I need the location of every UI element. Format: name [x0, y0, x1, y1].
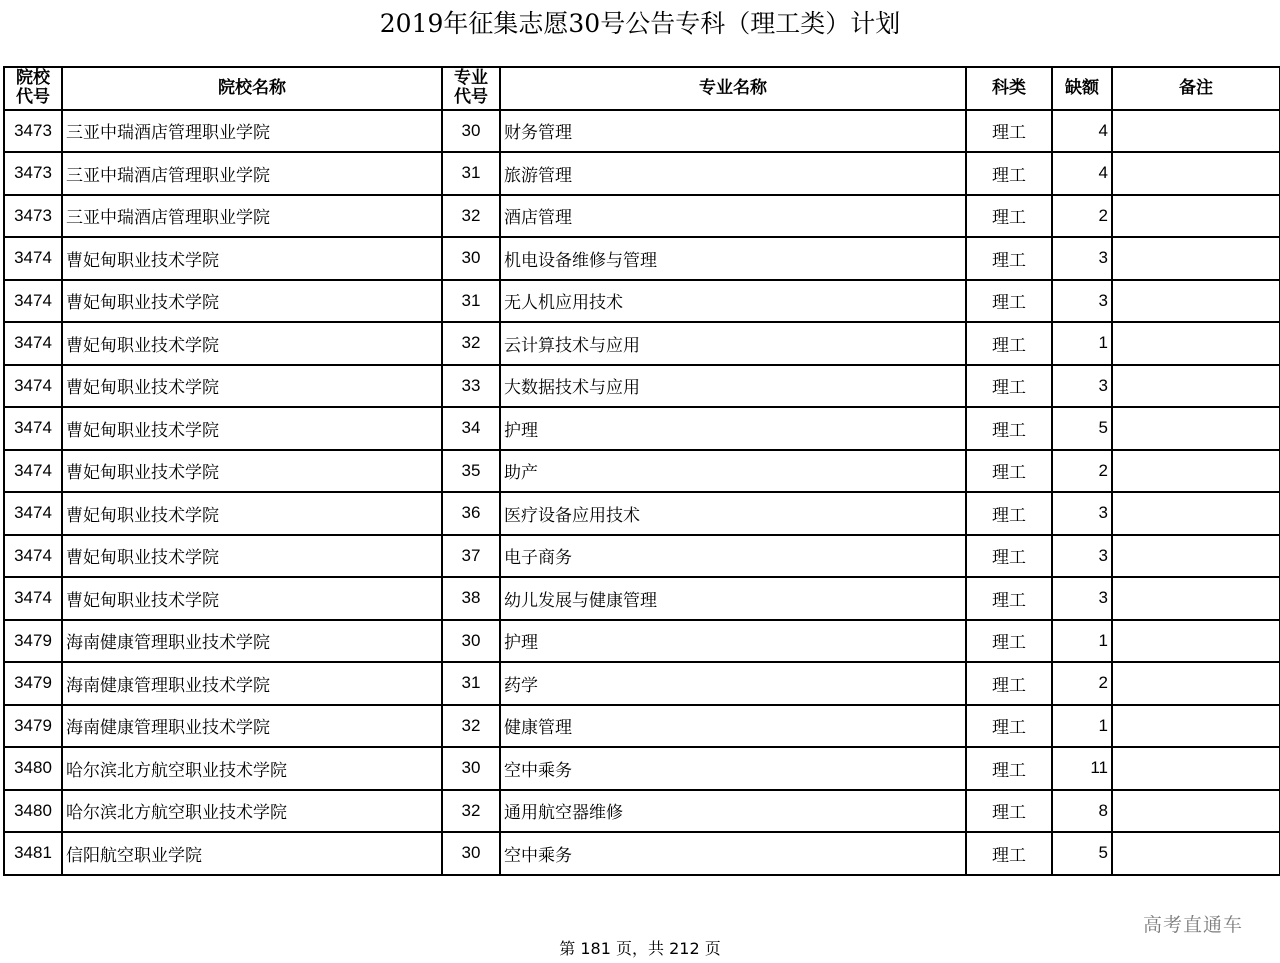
- cell-category: 理工: [966, 620, 1052, 663]
- cell-category: 理工: [966, 195, 1052, 238]
- header-school-code-line2: 代号: [16, 87, 50, 108]
- plan-table-body: [4, 110, 1280, 875]
- header-vacancy: 缺额: [1052, 67, 1112, 110]
- cell-school-code: 3474: [4, 322, 62, 365]
- cell-major-name: 无人机应用技术: [500, 280, 966, 323]
- table-row: [4, 322, 1280, 365]
- table-row: [4, 492, 1280, 535]
- cell-major-code: 30: [442, 832, 500, 875]
- table-row: [4, 620, 1280, 663]
- cell-school-code: 3479: [4, 662, 62, 705]
- cell-category: 理工: [966, 790, 1052, 833]
- header-school-code-line1: 院校: [16, 68, 50, 89]
- header-major-name: 专业名称: [500, 67, 966, 110]
- table-row: [4, 705, 1280, 748]
- cell-major-code: 33: [442, 365, 500, 408]
- cell-remarks: [1112, 407, 1280, 450]
- cell-major-code: 30: [442, 620, 500, 663]
- cell-major-code: 35: [442, 450, 500, 493]
- table-row: [4, 365, 1280, 408]
- cell-major-name: 电子商务: [500, 535, 966, 578]
- cell-vacancy: 5: [1052, 407, 1112, 450]
- cell-remarks: [1112, 790, 1280, 833]
- cell-vacancy: 3: [1052, 280, 1112, 323]
- cell-major-name: 护理: [500, 620, 966, 663]
- table-row: [4, 790, 1280, 833]
- cell-school-name: 海南健康管理职业技术学院: [62, 705, 442, 748]
- cell-major-code: 31: [442, 280, 500, 323]
- cell-major-code: 31: [442, 152, 500, 195]
- table-row: [4, 832, 1280, 875]
- cell-category: 理工: [966, 662, 1052, 705]
- cell-remarks: [1112, 535, 1280, 578]
- cell-major-name: 云计算技术与应用: [500, 322, 966, 365]
- cell-school-name: 曹妃甸职业技术学院: [62, 280, 442, 323]
- cell-major-name: 大数据技术与应用: [500, 365, 966, 408]
- cell-category: 理工: [966, 152, 1052, 195]
- plan-table: [3, 66, 1280, 876]
- header-major-code-line2: 代号: [454, 87, 488, 108]
- cell-school-code: 3480: [4, 790, 62, 833]
- page-footer: 第 181 页，共 212 页: [559, 939, 721, 958]
- cell-major-code: 30: [442, 110, 500, 153]
- header-remarks: 备注: [1112, 67, 1280, 110]
- cell-major-code: 36: [442, 492, 500, 535]
- table-row: [4, 152, 1280, 195]
- cell-school-name: 三亚中瑞酒店管理职业学院: [62, 152, 442, 195]
- cell-school-code: 3473: [4, 110, 62, 153]
- cell-remarks: [1112, 747, 1280, 790]
- cell-school-name: 三亚中瑞酒店管理职业学院: [62, 110, 442, 153]
- cell-major-name: 助产: [500, 450, 966, 493]
- cell-major-code: 32: [442, 790, 500, 833]
- cell-category: 理工: [966, 407, 1052, 450]
- table-row: [4, 535, 1280, 578]
- cell-category: 理工: [966, 747, 1052, 790]
- cell-vacancy: 3: [1052, 237, 1112, 280]
- cell-remarks: [1112, 322, 1280, 365]
- cell-major-code: 32: [442, 322, 500, 365]
- cell-school-name: 海南健康管理职业技术学院: [62, 662, 442, 705]
- cell-remarks: [1112, 492, 1280, 535]
- cell-vacancy: 1: [1052, 705, 1112, 748]
- cell-major-name: 幼儿发展与健康管理: [500, 577, 966, 620]
- cell-category: 理工: [966, 280, 1052, 323]
- cell-category: 理工: [966, 110, 1052, 153]
- cell-school-code: 3480: [4, 747, 62, 790]
- cell-major-code: 30: [442, 747, 500, 790]
- cell-major-code: 30: [442, 237, 500, 280]
- cell-school-name: 曹妃甸职业技术学院: [62, 407, 442, 450]
- cell-vacancy: 3: [1052, 535, 1112, 578]
- cell-school-code: 3473: [4, 195, 62, 238]
- cell-vacancy: 2: [1052, 195, 1112, 238]
- header-major-code: [442, 67, 500, 110]
- cell-school-name: 曹妃甸职业技术学院: [62, 577, 442, 620]
- page-title: 2019年征集志愿30号公告专科（理工类）计划: [379, 9, 901, 38]
- cell-remarks: [1112, 577, 1280, 620]
- header-school-code: [4, 67, 62, 110]
- cell-category: 理工: [966, 450, 1052, 493]
- cell-major-name: 空中乘务: [500, 832, 966, 875]
- cell-major-name: 护理: [500, 407, 966, 450]
- cell-vacancy: 2: [1052, 662, 1112, 705]
- cell-major-code: 32: [442, 195, 500, 238]
- cell-major-name: 机电设备维修与管理: [500, 237, 966, 280]
- cell-remarks: [1112, 450, 1280, 493]
- cell-category: 理工: [966, 322, 1052, 365]
- cell-vacancy: 5: [1052, 832, 1112, 875]
- header-school-name: 院校名称: [62, 67, 442, 110]
- cell-school-name: 曹妃甸职业技术学院: [62, 450, 442, 493]
- cell-vacancy: 4: [1052, 152, 1112, 195]
- cell-category: 理工: [966, 832, 1052, 875]
- cell-remarks: [1112, 662, 1280, 705]
- table-row: [4, 747, 1280, 790]
- cell-remarks: [1112, 152, 1280, 195]
- cell-school-code: 3481: [4, 832, 62, 875]
- table-row: [4, 110, 1280, 153]
- cell-school-code: 3474: [4, 280, 62, 323]
- cell-vacancy: 1: [1052, 322, 1112, 365]
- cell-major-name: 财务管理: [500, 110, 966, 153]
- table-row: [4, 237, 1280, 280]
- cell-major-code: 38: [442, 577, 500, 620]
- cell-school-name: 哈尔滨北方航空职业技术学院: [62, 790, 442, 833]
- cell-remarks: [1112, 280, 1280, 323]
- header-category: 科类: [966, 67, 1052, 110]
- cell-remarks: [1112, 620, 1280, 663]
- table-row: [4, 407, 1280, 450]
- cell-major-code: 31: [442, 662, 500, 705]
- cell-school-name: 三亚中瑞酒店管理职业学院: [62, 195, 442, 238]
- cell-category: 理工: [966, 577, 1052, 620]
- table-row: [4, 450, 1280, 493]
- cell-vacancy: 2: [1052, 450, 1112, 493]
- cell-vacancy: 8: [1052, 790, 1112, 833]
- cell-school-code: 3479: [4, 620, 62, 663]
- cell-school-name: 曹妃甸职业技术学院: [62, 237, 442, 280]
- cell-category: 理工: [966, 237, 1052, 280]
- cell-vacancy: 3: [1052, 492, 1112, 535]
- table-row: [4, 577, 1280, 620]
- cell-school-code: 3479: [4, 705, 62, 748]
- cell-school-code: 3474: [4, 365, 62, 408]
- cell-remarks: [1112, 110, 1280, 153]
- cell-remarks: [1112, 195, 1280, 238]
- cell-school-code: 3474: [4, 535, 62, 578]
- cell-school-name: 曹妃甸职业技术学院: [62, 322, 442, 365]
- cell-school-code: 3474: [4, 450, 62, 493]
- cell-school-name: 曹妃甸职业技术学院: [62, 492, 442, 535]
- cell-major-name: 旅游管理: [500, 152, 966, 195]
- cell-major-name: 通用航空器维修: [500, 790, 966, 833]
- cell-vacancy: 11: [1052, 747, 1112, 790]
- cell-major-name: 酒店管理: [500, 195, 966, 238]
- cell-major-name: 空中乘务: [500, 747, 966, 790]
- cell-school-code: 3474: [4, 577, 62, 620]
- watermark-text: 高考直通车: [1143, 914, 1244, 936]
- cell-vacancy: 3: [1052, 577, 1112, 620]
- cell-major-name: 医疗设备应用技术: [500, 492, 966, 535]
- cell-category: 理工: [966, 492, 1052, 535]
- cell-school-name: 信阳航空职业学院: [62, 832, 442, 875]
- table-row: [4, 280, 1280, 323]
- cell-remarks: [1112, 365, 1280, 408]
- table-row: [4, 195, 1280, 238]
- cell-school-code: 3474: [4, 407, 62, 450]
- cell-school-name: 哈尔滨北方航空职业技术学院: [62, 747, 442, 790]
- cell-category: 理工: [966, 365, 1052, 408]
- cell-vacancy: 3: [1052, 365, 1112, 408]
- cell-remarks: [1112, 705, 1280, 748]
- cell-school-code: 3473: [4, 152, 62, 195]
- cell-major-name: 健康管理: [500, 705, 966, 748]
- cell-major-code: 37: [442, 535, 500, 578]
- header-major-code-line1: 专业: [454, 68, 488, 89]
- cell-category: 理工: [966, 535, 1052, 578]
- table-row: [4, 662, 1280, 705]
- cell-category: 理工: [966, 705, 1052, 748]
- cell-school-code: 3474: [4, 492, 62, 535]
- table-header-row: [4, 67, 1280, 110]
- cell-school-name: 曹妃甸职业技术学院: [62, 535, 442, 578]
- cell-major-code: 32: [442, 705, 500, 748]
- cell-remarks: [1112, 237, 1280, 280]
- cell-major-name: 药学: [500, 662, 966, 705]
- cell-vacancy: 4: [1052, 110, 1112, 153]
- cell-school-name: 海南健康管理职业技术学院: [62, 620, 442, 663]
- cell-school-code: 3474: [4, 237, 62, 280]
- cell-major-code: 34: [442, 407, 500, 450]
- cell-school-name: 曹妃甸职业技术学院: [62, 365, 442, 408]
- cell-remarks: [1112, 832, 1280, 875]
- cell-vacancy: 1: [1052, 620, 1112, 663]
